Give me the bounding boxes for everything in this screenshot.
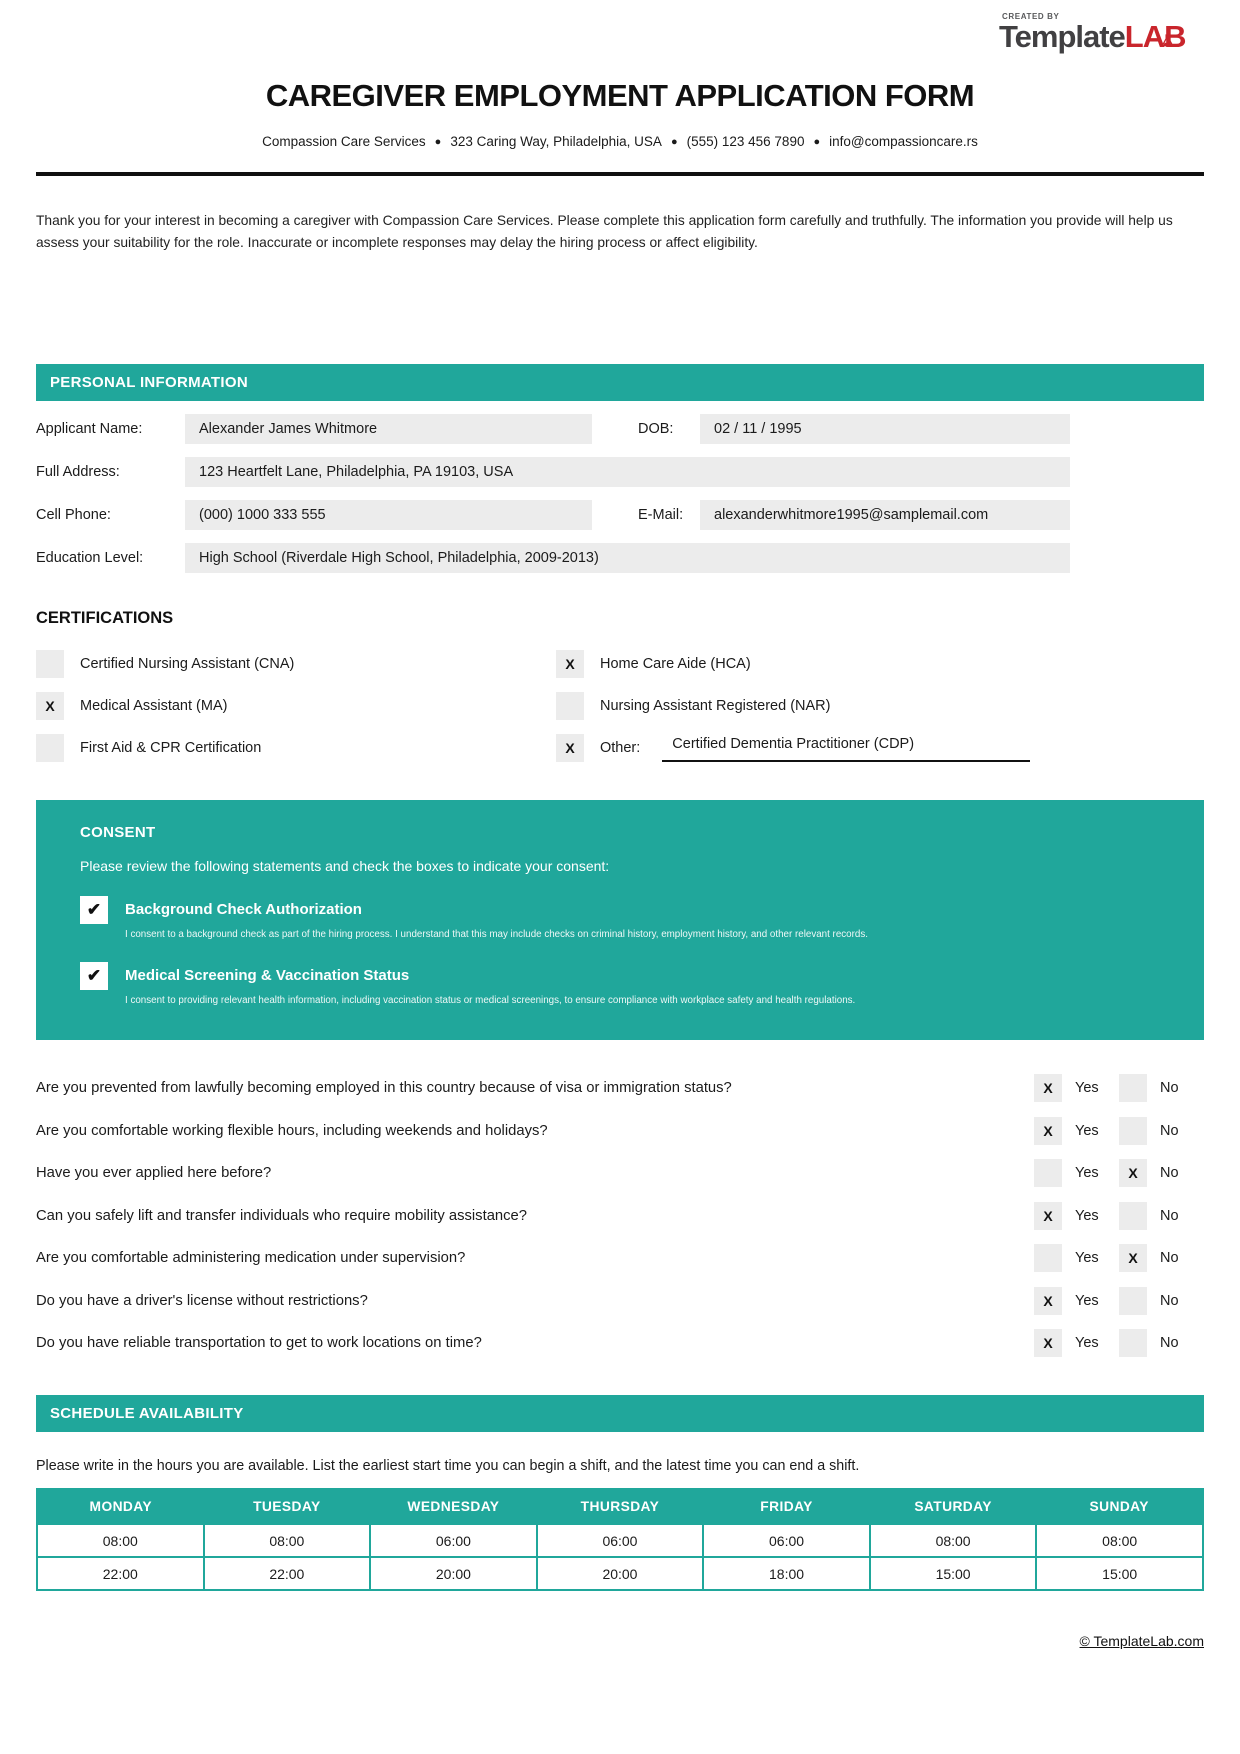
no-checkbox[interactable] xyxy=(1119,1074,1147,1102)
no-label: No xyxy=(1160,1165,1179,1181)
intro-paragraph: Thank you for your interest in becoming a caregiver with Compassion Care Services. Please complete this application form carefully and truthfully. The information you provide will help us assess your suitability for the role. Inaccurate or incomplete responses may delay the hiring process or affect eligibility. xyxy=(36,213,1173,250)
nar-label: Nursing Assistant Registered (NAR) xyxy=(600,698,831,714)
end-time-cell[interactable]: 22:00 xyxy=(37,1557,204,1590)
medical-screening-title: Medical Screening & Vaccination Status xyxy=(125,967,410,984)
yes-label: Yes xyxy=(1075,1335,1099,1351)
start-time-cell[interactable]: 08:00 xyxy=(1036,1524,1203,1557)
background-check-desc: I consent to a background check as part of the hiring process. I understand that this may include checks on criminal history, employment history, and other relevant records. xyxy=(125,929,868,940)
row-education-level xyxy=(36,543,1204,573)
row-full-address xyxy=(36,457,1204,487)
schedule-table xyxy=(36,1488,1204,1591)
yes-checkbox[interactable]: X xyxy=(1034,1074,1062,1102)
personal-info-section-header: PERSONAL INFORMATION xyxy=(36,364,1204,401)
cert-item-hca xyxy=(556,650,1204,678)
cell-phone-field[interactable]: (000) 1000 333 555 xyxy=(185,500,592,530)
day-header-thursday: THURSDAY xyxy=(537,1489,704,1524)
education-level-field[interactable]: High School (Riverdale High School, Philadelphia, 2009-2013) xyxy=(185,543,1070,573)
yes-checkbox[interactable]: X xyxy=(1034,1117,1062,1145)
no-label: No xyxy=(1160,1335,1179,1351)
end-time-cell[interactable]: 20:00 xyxy=(537,1557,704,1590)
schedule-start-row xyxy=(37,1524,1203,1557)
hca-checkbox[interactable]: X xyxy=(556,650,584,678)
row-cell-phone xyxy=(36,500,1204,530)
page-title: CAREGIVER EMPLOYMENT APPLICATION FORM xyxy=(265,78,975,113)
no-checkbox[interactable] xyxy=(1119,1117,1147,1145)
background-check-checkbox[interactable]: ✔ xyxy=(80,896,108,924)
consent-item-background-check xyxy=(80,896,1160,940)
question-row-drivers-license xyxy=(36,1287,1204,1315)
cert-item-ma xyxy=(36,692,556,720)
no-checkbox[interactable]: X xyxy=(1119,1244,1147,1272)
question-text: Are you comfortable working flexible hours, including weekends and holidays? xyxy=(36,1122,548,1139)
logo-created-by: CREATED BY xyxy=(1002,12,1060,21)
consent-intro: Please review the following statements and check the boxes to indicate your consent: xyxy=(80,858,610,874)
start-time-cell[interactable]: 08:00 xyxy=(37,1524,204,1557)
no-checkbox[interactable] xyxy=(1119,1329,1147,1357)
start-time-cell[interactable]: 06:00 xyxy=(370,1524,537,1557)
cna-checkbox[interactable] xyxy=(36,650,64,678)
end-time-cell[interactable]: 18:00 xyxy=(703,1557,870,1590)
end-time-cell[interactable]: 15:00 xyxy=(870,1557,1037,1590)
contact-phone: (555) 123 456 7890 xyxy=(686,134,805,149)
question-text: Are you prevented from lawfully becoming employed in this country because of visa or immigration status? xyxy=(36,1080,732,1096)
schedule-end-row xyxy=(37,1557,1203,1590)
logo-template-text: Template xyxy=(999,19,1125,54)
question-row-flexible-hours xyxy=(36,1117,1204,1145)
end-time-cell[interactable]: 15:00 xyxy=(1036,1557,1203,1590)
screening-questions xyxy=(36,1074,1204,1357)
yes-checkbox[interactable]: X xyxy=(1034,1287,1062,1315)
no-checkbox[interactable]: X xyxy=(1119,1159,1147,1187)
consent-item-medical-screening xyxy=(80,962,1160,1006)
cert-item-nar xyxy=(556,692,1204,720)
question-text: Do you have a driver's license without restrictions? xyxy=(36,1292,368,1309)
contact-email: info@compassioncare.rs xyxy=(829,134,978,149)
email-label: E-Mail: xyxy=(638,507,684,523)
yes-label: Yes xyxy=(1075,1207,1099,1224)
question-row-lift-transfer xyxy=(36,1202,1204,1230)
bullet-separator: ● xyxy=(670,136,678,148)
medical-screening-checkbox[interactable]: ✔ xyxy=(80,962,108,990)
yes-checkbox[interactable]: X xyxy=(1034,1202,1062,1230)
bullet-separator: ● xyxy=(813,136,821,148)
question-text: Have you ever applied here before? xyxy=(36,1165,272,1181)
no-label: No xyxy=(1160,1122,1179,1139)
no-label: No xyxy=(1160,1080,1179,1096)
day-header-sunday: SUNDAY xyxy=(1036,1489,1203,1524)
end-time-cell[interactable]: 22:00 xyxy=(204,1557,371,1590)
email-field[interactable]: alexanderwhitmore1995@samplemail.com xyxy=(700,500,1070,530)
no-checkbox[interactable] xyxy=(1119,1287,1147,1315)
question-row-transportation xyxy=(36,1329,1204,1357)
personal-info-form xyxy=(36,414,1204,573)
start-time-cell[interactable]: 06:00 xyxy=(703,1524,870,1557)
end-time-cell[interactable]: 20:00 xyxy=(370,1557,537,1590)
no-label: No xyxy=(1160,1250,1179,1266)
no-label: No xyxy=(1160,1207,1179,1224)
nar-checkbox[interactable] xyxy=(556,692,584,720)
full-address-label: Full Address: xyxy=(36,464,120,480)
contact-company: Compassion Care Services xyxy=(262,134,426,149)
contact-address: 323 Caring Way, Philadelphia, USA xyxy=(450,134,662,149)
templatelab-logo xyxy=(999,12,1204,52)
yes-checkbox[interactable] xyxy=(1034,1159,1062,1187)
yes-label: Yes xyxy=(1075,1292,1099,1309)
yes-checkbox[interactable] xyxy=(1034,1244,1062,1272)
templatelab-footer-link[interactable]: © TemplateLab.com xyxy=(1079,1633,1204,1649)
certifications-section-title: CERTIFICATIONS xyxy=(36,609,174,627)
start-time-cell[interactable]: 08:00 xyxy=(870,1524,1037,1557)
logo-lab-text: LAB xyxy=(1124,19,1186,54)
question-row-visa-status xyxy=(36,1074,1204,1102)
start-time-cell[interactable]: 06:00 xyxy=(537,1524,704,1557)
day-header-saturday: SATURDAY xyxy=(870,1489,1037,1524)
question-row-medication xyxy=(36,1244,1204,1272)
header-divider xyxy=(36,172,1204,176)
day-header-monday: MONDAY xyxy=(37,1489,204,1524)
schedule-instruction: Please write in the hours you are available. List the earliest start time you can begin a shift, and the latest time you can end a shift. xyxy=(36,1458,860,1474)
full-address-field[interactable]: 123 Heartfelt Lane, Philadelphia, PA 19103, USA xyxy=(185,457,1070,487)
cert-item-other xyxy=(556,734,1204,762)
day-header-wednesday: WEDNESDAY xyxy=(370,1489,537,1524)
row-applicant-name xyxy=(36,414,1204,444)
cert-row xyxy=(36,650,1204,678)
dob-field[interactable]: 02 / 11 / 1995 xyxy=(700,414,1070,444)
yes-label: Yes xyxy=(1075,1122,1099,1139)
cell-phone-label: Cell Phone: xyxy=(36,507,111,523)
other-checkbox[interactable]: X xyxy=(556,734,584,762)
other-label: Other: xyxy=(600,740,641,756)
consent-section xyxy=(36,800,1204,1040)
bullet-separator: ● xyxy=(434,136,442,148)
first-aid-checkbox[interactable] xyxy=(36,734,64,762)
question-row-applied-before xyxy=(36,1159,1204,1187)
applicant-name-field[interactable]: Alexander James Whitmore xyxy=(185,414,592,444)
start-time-cell[interactable]: 08:00 xyxy=(204,1524,371,1557)
first-aid-label: First Aid & CPR Certification xyxy=(80,740,262,756)
no-label: No xyxy=(1160,1292,1179,1309)
schedule-header-row xyxy=(37,1489,1203,1524)
question-text: Can you safely lift and transfer individuals who require mobility assistance? xyxy=(36,1207,528,1224)
yes-label: Yes xyxy=(1075,1080,1099,1096)
schedule-section-header: SCHEDULE AVAILABILITY xyxy=(36,1395,1204,1432)
cna-label: Certified Nursing Assistant (CNA) xyxy=(80,656,295,672)
contact-line xyxy=(36,134,1204,149)
applicant-name-label: Applicant Name: xyxy=(36,421,143,437)
cert-row xyxy=(36,692,1204,720)
cert-item-cna xyxy=(36,650,556,678)
hca-label: Home Care Aide (HCA) xyxy=(600,656,751,672)
cert-row xyxy=(36,734,1204,762)
other-certification-field[interactable]: Certified Dementia Practitioner (CDP) xyxy=(662,734,1030,762)
ma-label: Medical Assistant (MA) xyxy=(80,698,228,714)
certifications-grid xyxy=(36,650,1204,762)
cert-item-first-aid xyxy=(36,734,556,762)
question-text: Are you comfortable administering medication under supervision? xyxy=(36,1250,466,1266)
page-footer xyxy=(36,1633,1204,1681)
no-checkbox[interactable] xyxy=(1119,1202,1147,1230)
day-header-tuesday: TUESDAY xyxy=(204,1489,371,1524)
question-text: Do you have reliable transportation to get to work locations on time? xyxy=(36,1335,482,1351)
yes-checkbox[interactable]: X xyxy=(1034,1329,1062,1357)
yes-label: Yes xyxy=(1075,1165,1099,1181)
ma-checkbox[interactable]: X xyxy=(36,692,64,720)
medical-screening-desc: I consent to providing relevant health information, including vaccination status or medical screenings, to ensure compliance with workplace safety and health regulations. xyxy=(125,995,856,1006)
background-check-title: Background Check Authorization xyxy=(125,901,362,918)
dob-label: DOB: xyxy=(638,421,674,437)
education-level-label: Education Level: xyxy=(36,550,144,566)
yes-label: Yes xyxy=(1075,1250,1099,1266)
consent-section-title: CONSENT xyxy=(80,824,156,841)
day-header-friday: FRIDAY xyxy=(703,1489,870,1524)
